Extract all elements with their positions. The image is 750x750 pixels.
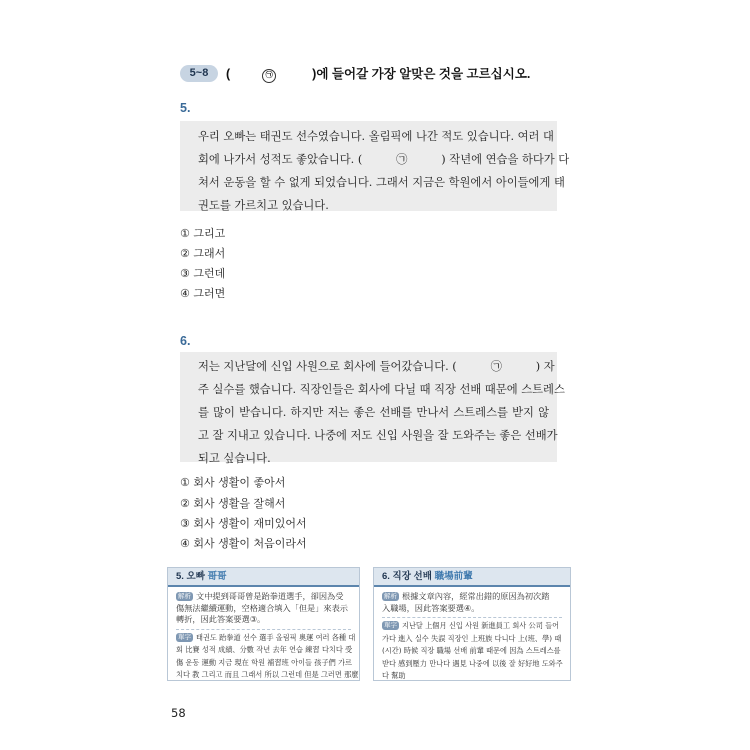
vocab-tag-icon: 單字	[384, 621, 397, 629]
q6-option-3[interactable]: ③ 회사 생활이 재미있어서	[180, 517, 307, 530]
vocab-line: (시간) 時候 직장 職場 선배 前輩 때문에 因為 스트레스를	[382, 646, 561, 655]
explanation-6-header	[374, 568, 570, 587]
passage-line: 회에 나가서 성적도 좋았습니다. ( ㉠ ) 작년에 연습을 하다가 다	[198, 153, 570, 166]
vocab-line: 태권도 跆拳道 선수 選手 올림픽 奧運 여러 各種 대	[196, 632, 356, 642]
vocab-line: 가다 進入 실수 失誤 직장인 上班族 다니다 上(班、學) 때	[382, 633, 562, 643]
passage-line: 고 잘 지내고 있습니다. 나중에 저도 신입 사원을 잘 도와주는 좋은 선배가	[198, 429, 558, 442]
vocab-line: 치다 教 그리고 而且 그래서 所以 그런데 但是 그러면 那麼	[176, 670, 359, 679]
vocab-line: 다 幫助	[382, 671, 406, 680]
q5-option-4[interactable]: ④ 그러면	[180, 287, 226, 300]
analysis-tag-icon: 解析	[384, 592, 397, 600]
explanation-6-title-hanja: 職場前輩	[434, 571, 473, 582]
q6-option-1[interactable]: ① 회사 생활이 좋아서	[180, 476, 286, 489]
explanation-box-5	[167, 567, 360, 681]
explanation-5-vocab	[168, 630, 359, 682]
q5-option-3[interactable]: ③ 그런데	[180, 267, 226, 280]
instruction-open-paren: (	[226, 67, 231, 81]
passage-line: 저는 지난달에 신입 사원으로 회사에 들어갔습니다. ( ㉠ ) 자	[198, 360, 555, 373]
passage-line: 쳐서 운동을 할 수 없게 되었습니다. 그래서 지금은 학원에서 아이들에게 태	[198, 176, 565, 189]
blank-marker-icon: ㉠	[262, 69, 276, 83]
vocab-line: 받다 感到壓力 만나다 遇見 나중에 以後 잘 好好地 도와주	[382, 658, 563, 668]
explanation-6-analysis	[374, 587, 570, 614]
explanation-5-header	[168, 568, 359, 587]
passage-line: 되고 싶습니다.	[198, 452, 271, 465]
question-5-passage	[180, 121, 570, 212]
instruction-rest: )에 들어갈 가장 알맞은 것을 고르십시오.	[312, 67, 531, 81]
analysis-line: 根據文章內容，經常出錯的原因為初次踏	[402, 591, 550, 601]
analysis-line: 入職場，因此答案要選④。	[382, 602, 480, 613]
explanation-box-6	[373, 567, 571, 681]
question-6-passage	[180, 352, 565, 465]
explanation-5-title: 5. 오빠	[176, 571, 205, 582]
passage-line: 우리 오빠는 태권도 선수였습니다. 올림픽에 나간 적도 있습니다. 여러 대	[198, 130, 554, 143]
analysis-line: 傷無法繼續運動，空格適合填入「但是」來表示	[176, 602, 348, 613]
q6-option-4[interactable]: ④ 회사 생활이 처음이라서	[180, 537, 307, 550]
passage-line: 권도를 가르치고 있습니다.	[198, 199, 329, 212]
q5-option-1[interactable]: ① 그리고	[180, 227, 226, 240]
question-6-number: 6.	[180, 334, 191, 348]
vocab-line: 지난달 上個月 신입 사원 新進員工 회사 公司 들어	[402, 621, 560, 630]
vocab-tag-icon: 單字	[178, 632, 191, 641]
passage-line: 를 많이 받습니다. 하지만 저는 좋은 선배를 만나서 스트레스를 받지 않	[198, 406, 549, 419]
analysis-tag-icon: 解析	[178, 592, 191, 600]
explanation-6-vocab	[374, 618, 570, 683]
analysis-line: 文中提到哥哥曾是跆拳道選手，卻因為受	[196, 591, 344, 601]
explanation-5-title-hanja: 哥哥	[207, 571, 227, 582]
explanation-5-analysis	[168, 587, 359, 626]
question-range-badge: 5~8	[180, 65, 218, 82]
vocab-line: 傷 운동 運動 지금 現在 학원 補習班 아이들 孩子們 가르	[176, 657, 353, 667]
question-5-number: 5.	[180, 101, 191, 115]
vocab-line: 회 比賽 성적 成績、分數 작년 去年 연습 練習 다치다 受	[176, 645, 353, 654]
passage-line: 주 실수를 했습니다. 직장인들은 회사에 다닐 때 직장 선배 때문에 스트레스	[198, 383, 565, 396]
q5-option-2[interactable]: ② 그래서	[180, 247, 226, 260]
page-number: 58	[171, 706, 186, 720]
analysis-line: 轉折，因此答案要選③。	[176, 614, 266, 624]
q6-option-2[interactable]: ② 회사 생활을 잘해서	[180, 497, 286, 510]
instruction-text	[226, 64, 530, 83]
explanation-6-title: 6. 직장 선배	[382, 571, 432, 582]
